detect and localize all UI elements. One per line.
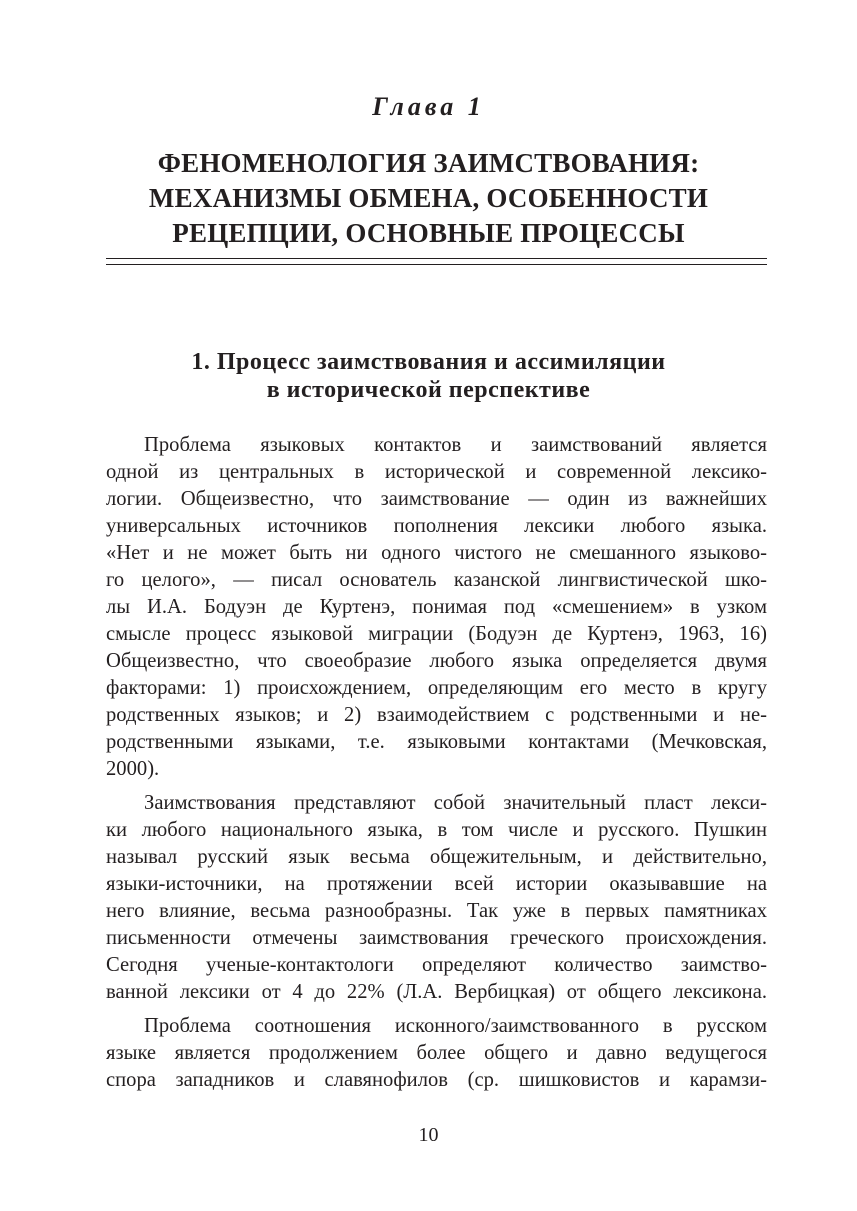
text-line: Проблема языковых контактов и заимствований является [144, 434, 767, 456]
text-line: письменности отмечены заимствования греческого происхождения. [106, 927, 767, 949]
chapter-divider-top [106, 258, 767, 259]
chapter-title-line: РЕЦЕПЦИИ, ОСНОВНЫЕ ПРОЦЕССЫ [172, 218, 685, 248]
section-title [100, 348, 757, 404]
chapter-label: Глава 1 [372, 92, 485, 121]
text-line: ванной лексики от 4 до 22% (Л.А. Вербицкая) от общего лексикона. [106, 981, 767, 1003]
text-line: родственных языков; и 2) взаимодействием с родственными и не- [106, 704, 767, 726]
paragraph [106, 790, 767, 1006]
section-title-line: в исторической перспективе [266, 377, 591, 403]
body-text [106, 432, 767, 1094]
text-line: 2000). [106, 758, 160, 780]
text-line: Общеизвестно, что своеобразие любого языка определяется двумя [106, 650, 767, 672]
text-line: смысле процесс языковой миграции (Бодуэн де Куртенэ, 1963, 16) [106, 623, 767, 645]
text-line: «Нет и не может быть ни одного чистого не смешанного языково- [106, 542, 767, 564]
text-line: одной из центральных в исторической и современной лексико- [106, 461, 767, 483]
text-line: лы И.А. Бодуэн де Куртенэ, понимая под «смешением» в узком [106, 596, 767, 618]
paragraph [106, 432, 767, 783]
chapter-title-line: МЕХАНИЗМЫ ОБМЕНА, ОСОБЕННОСТИ [148, 183, 709, 213]
text-line: Заимствования представляют собой значительный пласт лекси- [144, 792, 767, 814]
text-line: языке является продолжением более общего и давно ведущегося [106, 1042, 767, 1064]
text-line: него влияние, весьма разнообразны. Так уже в первых памятниках [106, 900, 767, 922]
text-line: универсальных источников пополнения лексики любого языка. [106, 515, 767, 537]
text-line: Сегодня ученые-контактологи определяют количество заимство- [106, 954, 767, 976]
text-line: Проблема соотношения исконного/заимствованного в русском [144, 1015, 767, 1037]
text-line: языки-источники, на протяжении всей истории оказывавшие на [106, 873, 767, 895]
section-title-line: 1. Процесс заимствования и ассимиляции [191, 349, 666, 375]
page-number: 10 [418, 1124, 439, 1146]
text-line: логии. Общеизвестно, что заимствование — один из важнейших [106, 488, 767, 510]
text-line: спора западников и славянофилов (ср. шишковистов и карамзи- [106, 1069, 767, 1091]
text-line: называл русский язык весьма общежительным, и действительно, [106, 846, 767, 868]
chapter-title [100, 146, 757, 251]
text-line: родственными языками, т.е. языковыми контактами (Мечковская, [106, 731, 767, 753]
text-line: го целого», — писал основатель казанской лингвистической шко- [106, 569, 767, 591]
text-line: ки любого национального языка, в том числе и русского. Пушкин [106, 819, 767, 841]
text-line: факторами: 1) происхождением, определяющим его место в кругу [106, 677, 767, 699]
chapter-title-line: ФЕНОМЕНОЛОГИЯ ЗАИМСТВОВАНИЯ: [157, 148, 700, 178]
paragraph [106, 1013, 767, 1094]
chapter-divider-bottom [106, 264, 767, 265]
